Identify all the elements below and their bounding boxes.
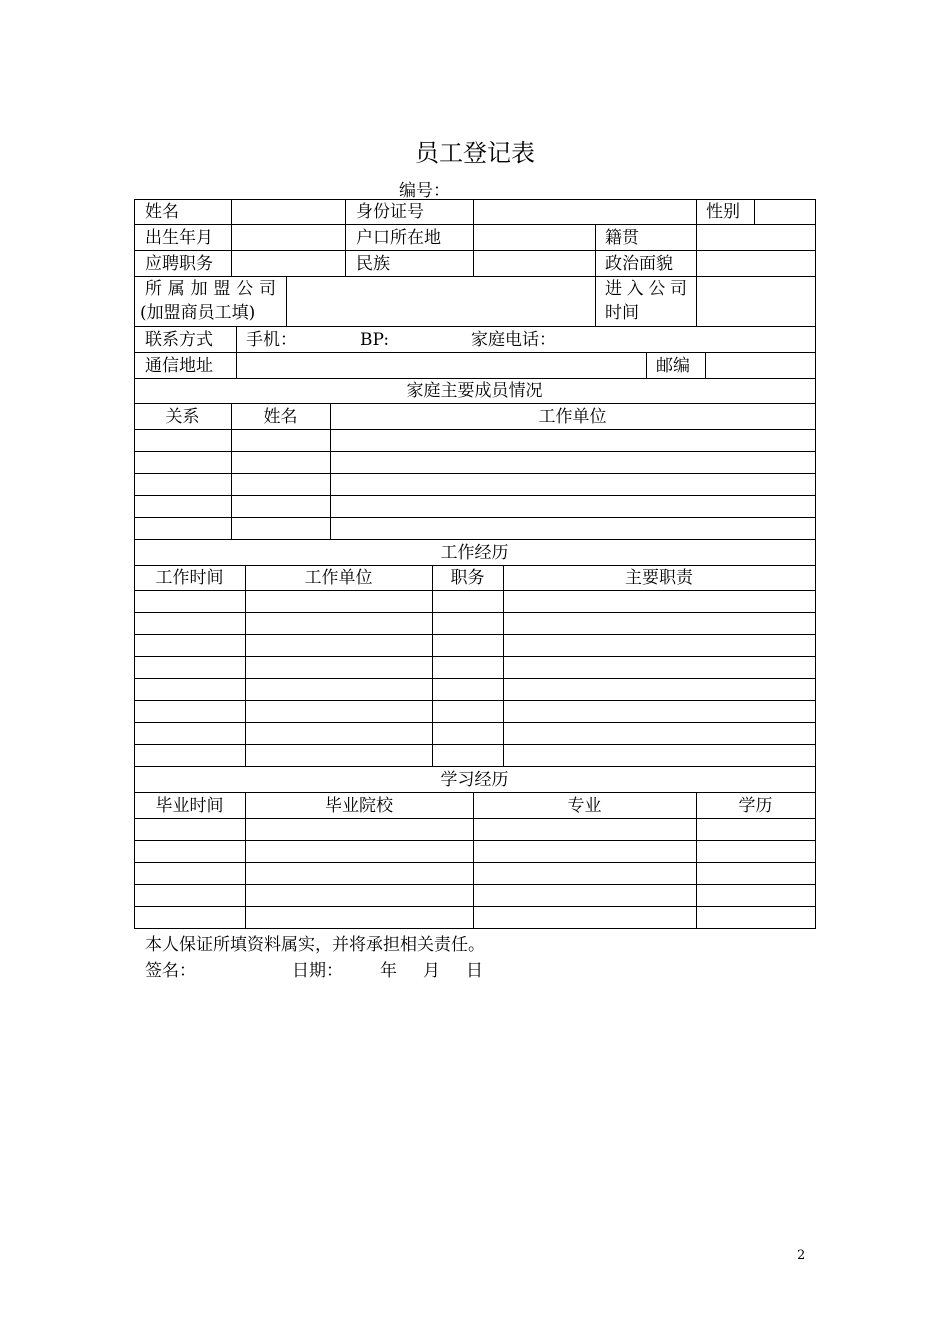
education-header-graduation: 毕业时间 [155, 796, 224, 816]
education-header-school: 毕业院校 [325, 796, 393, 816]
id-number-label: 身份证号 [356, 202, 424, 222]
bp-label: BP: [360, 330, 390, 350]
join-time-label-line1: 进入公司 [605, 279, 687, 299]
form-title: 员工登记表 [415, 139, 535, 167]
page-number: 2 [797, 1248, 806, 1263]
hukou-label: 户口所在地 [356, 228, 441, 248]
declaration-text: 本人保证所填资料属实，并将承担相关责任。 [145, 935, 485, 955]
birth-label: 出生年月 [145, 228, 213, 248]
education-header-degree: 学历 [738, 796, 773, 816]
gender-label: 性别 [706, 202, 740, 222]
family-header-name: 姓名 [263, 407, 298, 427]
date-label: 日期： [292, 961, 343, 981]
education-section-title: 学习经历 [440, 770, 509, 790]
position-label: 应聘职务 [145, 254, 213, 274]
work-header-title: 职务 [450, 568, 485, 588]
franchise-company-label-line1: 所属加盟公司 [145, 279, 276, 299]
work-section-title: 工作经历 [440, 543, 509, 563]
political-status-label: 政治面貌 [605, 254, 673, 274]
family-header-relation: 关系 [165, 407, 200, 427]
contact-label: 联系方式 [145, 330, 213, 350]
work-header-employer: 工作单位 [304, 568, 373, 588]
ethnicity-label: 民族 [356, 254, 390, 274]
family-header-employer: 工作单位 [538, 407, 607, 427]
signature-label: 签名： [145, 961, 196, 981]
join-time-label-line2: 时间 [605, 303, 639, 323]
franchise-company-label-line2: (加盟商员工填) [140, 303, 256, 323]
education-header-major: 专业 [567, 796, 602, 816]
date-month-label: 月 [423, 961, 440, 981]
work-header-period: 工作时间 [155, 568, 224, 588]
postcode-label: 邮编 [656, 356, 690, 376]
serial-number-label: 编号： [399, 181, 450, 201]
date-year-label: 年 [380, 961, 397, 981]
home-phone-label: 家庭电话： [471, 330, 556, 350]
address-label: 通信地址 [145, 356, 213, 376]
date-day-label: 日 [466, 961, 483, 981]
mobile-label: 手机： [246, 330, 297, 350]
family-section-title: 家庭主要成员情况 [406, 381, 543, 401]
native-place-label: 籍贯 [605, 228, 639, 248]
work-header-duties: 主要职责 [625, 568, 693, 588]
name-label: 姓名 [145, 202, 179, 222]
